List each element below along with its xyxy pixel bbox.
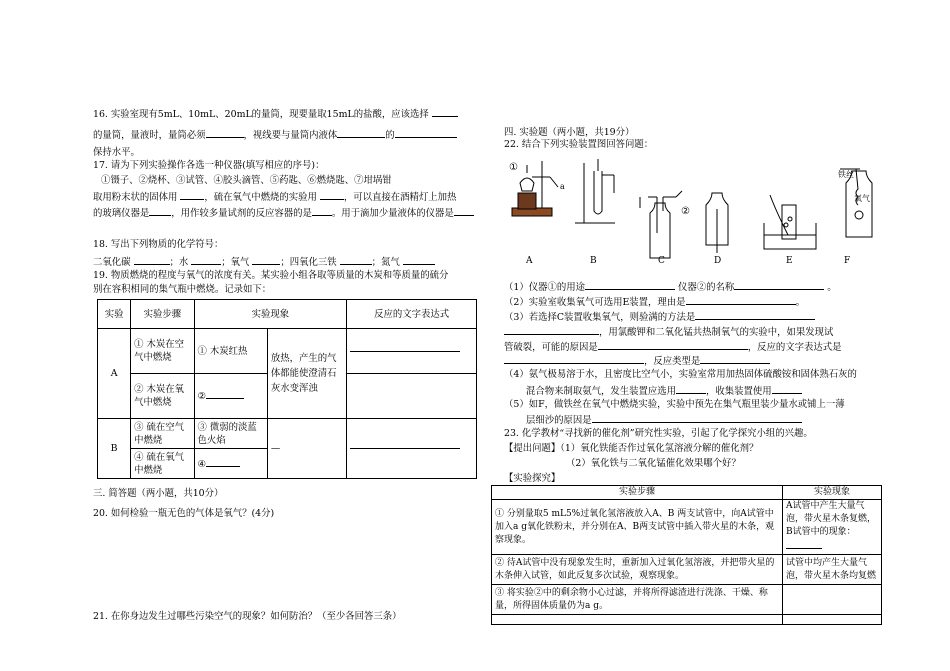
q23-question2: （2）氧化铁与二氧化锰催化效果哪个好？ bbox=[566, 458, 741, 469]
q21-text: 21. 在你身边发生过哪些污染空气的现象？如何防治？（至少各回答三条） bbox=[93, 611, 402, 622]
q22-blank5[interactable] bbox=[504, 325, 599, 335]
catalyst-obs-1[interactable]: A试管中产生大量气泡，带火星木条复燃，B试管中的现象： bbox=[783, 500, 882, 555]
q22-p3c: 管破裂，可能的原因是 ，反应的文字表达式是 bbox=[504, 342, 842, 353]
q22-text: 22. 结合下列实验装置图回答问题： bbox=[504, 139, 654, 150]
eq-a2[interactable] bbox=[347, 374, 477, 419]
q18-blank2[interactable] bbox=[191, 255, 221, 265]
fig-label-a: A bbox=[526, 256, 533, 265]
group-a-label: A bbox=[98, 329, 131, 419]
fig-label-e: E bbox=[786, 256, 793, 265]
q16-blank2[interactable] bbox=[206, 128, 244, 138]
q16-blank4[interactable] bbox=[395, 128, 457, 138]
obs-a-common: 放热，产生的气体都能使澄清石灰水变浑浊 bbox=[267, 329, 346, 419]
q17-line3: 取用粉末状的固体用 ，硫在氧气中燃烧的实验用 ，可以直接在酒精灯上加热 bbox=[93, 192, 457, 203]
q22-blank7[interactable] bbox=[504, 354, 644, 364]
catalyst-obs-2: 试管中均产生大量气泡，带火星木条均复燃 bbox=[783, 555, 882, 585]
q23-text: 23. 化学教材“寻找新的催化剂”研究性实验，引起了化学探究小组的兴趣。 bbox=[504, 428, 813, 439]
label-oxygen: 氧气 bbox=[854, 194, 870, 203]
th-step: 实验步骤 bbox=[131, 300, 194, 329]
q19-line1: 19. 物质燃烧的程度与氧气的浓度有关。某实验小组各取等质量的木炭和等质量的硫分 bbox=[93, 270, 449, 281]
eq-b[interactable] bbox=[347, 419, 477, 479]
q22-p3b: ，用氯酸钾和二氧化锰共热制氧气的实验中，如果发现试 bbox=[504, 325, 833, 339]
q22-p1: （1）仪器①的用途 仪器②的名称 。 bbox=[504, 282, 837, 293]
th-catalyst-step: 实验步骤 bbox=[492, 486, 783, 500]
q18-blank1[interactable] bbox=[134, 255, 170, 265]
q17-blank3[interactable] bbox=[149, 206, 171, 216]
catalyst-table bbox=[491, 485, 882, 625]
q23-question1: 【提出问题】（1）氧化铁能否作过氧化氢溶液分解的催化剂？ bbox=[504, 443, 759, 454]
fig-label-f: F bbox=[844, 256, 851, 265]
apparatus-d bbox=[706, 193, 728, 253]
q16-blank1[interactable] bbox=[432, 107, 458, 117]
catalyst-obs-4 bbox=[783, 615, 882, 625]
q17-blank4[interactable] bbox=[312, 206, 332, 216]
step-a1: ① 木炭在空气中燃烧 bbox=[131, 329, 194, 374]
q22-blank3[interactable] bbox=[686, 295, 796, 305]
apparatus-b bbox=[575, 159, 615, 223]
obs-a1: ① 木炭红热 bbox=[194, 329, 267, 374]
q22-p3e: ，反应类型是 bbox=[504, 354, 770, 368]
q18-blank3[interactable] bbox=[252, 255, 280, 265]
catalyst-step-2: ② 待A试管中没有现象发生时，重新加入过氧化氢溶液，并把带火星的木条伸入试管，如此反复多次试验，观察现象。 bbox=[492, 555, 783, 585]
group-b-label: B bbox=[98, 419, 131, 479]
catalyst-step-4 bbox=[492, 615, 783, 625]
label-n2: ② bbox=[681, 206, 690, 217]
label-n1: ① bbox=[509, 162, 518, 173]
catalyst-obs-3 bbox=[783, 585, 882, 615]
q17-blank1[interactable] bbox=[180, 190, 204, 200]
combustion-table bbox=[97, 299, 477, 479]
apparatus-e bbox=[764, 195, 816, 249]
apparatus-a bbox=[512, 161, 558, 216]
q18-line1: 18. 写出下列物质的化学符号： bbox=[93, 239, 224, 250]
q22-p3: （3）若选择C装置收集氧气，则验满的方法是 bbox=[504, 310, 815, 324]
q22-blank4[interactable] bbox=[695, 310, 815, 320]
q23-explore: 【实验探究】 bbox=[504, 473, 561, 484]
q18-blank5[interactable] bbox=[403, 255, 435, 265]
apparatus-labels bbox=[525, 256, 850, 265]
fig-label-c: C bbox=[658, 256, 665, 265]
obs-a2[interactable]: ② bbox=[194, 374, 267, 419]
step-a2: ② 木炭在氧气中燃烧 bbox=[131, 374, 194, 419]
q22-blank10[interactable] bbox=[772, 384, 802, 394]
q22-blank8[interactable] bbox=[700, 354, 770, 364]
step-b1: ③ 硫在空气中燃烧 bbox=[131, 419, 194, 449]
q17-line4: 的玻璃仪器是 ，用作较多量试剂的反应容器的是 。用于滴加少量液体的仪器是 bbox=[93, 206, 474, 220]
q16-line3: 保持水平。 bbox=[93, 147, 140, 158]
section3-heading: 三. 简答题（两小题，共10分） bbox=[93, 488, 224, 499]
q22-p2: （2）实验室收集氧气可选用E装置，理由是 。 bbox=[504, 297, 805, 308]
q17-line1: 17. 请为下列实验操作各选一种仪器(填写相应的序号)： bbox=[93, 160, 325, 171]
obs-b-common: — bbox=[267, 419, 346, 479]
apparatus-f bbox=[840, 169, 872, 237]
q22-p5a: （5）如F，做铁丝在氧气中燃烧实验，实验中预先在集气瓶里装少量水或铺上一薄 bbox=[504, 399, 845, 410]
apparatus-c bbox=[640, 191, 682, 258]
apparatus-figure bbox=[500, 153, 880, 265]
section4-heading: 四. 实验题（两小题，共19分） bbox=[504, 127, 635, 138]
label-a: a bbox=[560, 182, 565, 191]
step-b2: ④ 硫在氧气中燃烧 bbox=[131, 449, 194, 479]
q17-line2: ①镊子、②烧杯、③试管、④胶头滴管、⑤药匙、⑥燃烧匙、⑦坩埚钳 bbox=[101, 175, 392, 186]
q22-blank6[interactable] bbox=[598, 340, 748, 350]
q22-blank9[interactable] bbox=[676, 384, 706, 394]
catalyst-step-3: ③ 将实验②中的剩余物小心过滤，并将所得滤渣进行洗涤、干燥、称量，所得固体质量仍为a g。 bbox=[492, 585, 783, 615]
obs-b2[interactable]: ④ bbox=[194, 449, 267, 479]
q16-line1: 16. 实验室现有5mL、10mL、20mL的量筒，现要量取15mL的盐酸，应该选择 bbox=[93, 107, 458, 121]
q17-blank5[interactable] bbox=[454, 206, 474, 216]
q22-p4a: （4）氨气极易溶于水，且密度比空气小，实验室常用加热固体硫酸铵和固体熟石灰的 bbox=[504, 369, 857, 380]
fig-label-d: D bbox=[714, 256, 722, 265]
th-experiment: 实验 bbox=[98, 300, 131, 329]
th-equation: 反应的文字表达式 bbox=[347, 300, 477, 329]
q22-p5b: 层细沙的原因是 bbox=[526, 413, 802, 427]
q22-blank2[interactable] bbox=[734, 280, 824, 290]
q17-blank2[interactable] bbox=[320, 190, 344, 200]
th-observation: 实验现象 bbox=[194, 300, 347, 329]
obs-b1: ③ 微弱的淡蓝色火焰 bbox=[194, 419, 267, 449]
q19-line2: 别在容积相同的集气瓶中燃烧。记录如下： bbox=[93, 284, 272, 295]
q16-line2: 的量筒，量液时，量筒必须 ，视线要与量筒内液体 的 bbox=[93, 128, 457, 142]
fig-label-b: B bbox=[590, 256, 597, 265]
q18-line2: 二氧化碳 ；水 ；氧气 ；四氧化三铁 ；氮气 bbox=[93, 255, 435, 269]
q20-text: 20. 如何检验一瓶无色的气体是氧气？(4分) bbox=[93, 508, 275, 519]
eq-a1[interactable] bbox=[347, 329, 477, 374]
q16-blank3[interactable] bbox=[337, 128, 385, 138]
th-catalyst-obs: 实验现象 bbox=[783, 486, 882, 500]
q18-blank4[interactable] bbox=[340, 255, 372, 265]
q22-blank1[interactable] bbox=[585, 280, 675, 290]
q22-blank11[interactable] bbox=[592, 413, 802, 423]
q22-p4b: 混合物来制取氨气，发生装置应选用 ，收集装置使用 bbox=[526, 384, 802, 398]
catalyst-step-1: ① 分别量取5 mL5%过氧化氢溶液放入A、B 两支试管中，向A试管中加入a g氧化铁粉末，并分别在A、B两支试管中插入带火星的木条，观察现象。 bbox=[492, 500, 783, 555]
label-iron: 铁丝 bbox=[838, 170, 854, 179]
